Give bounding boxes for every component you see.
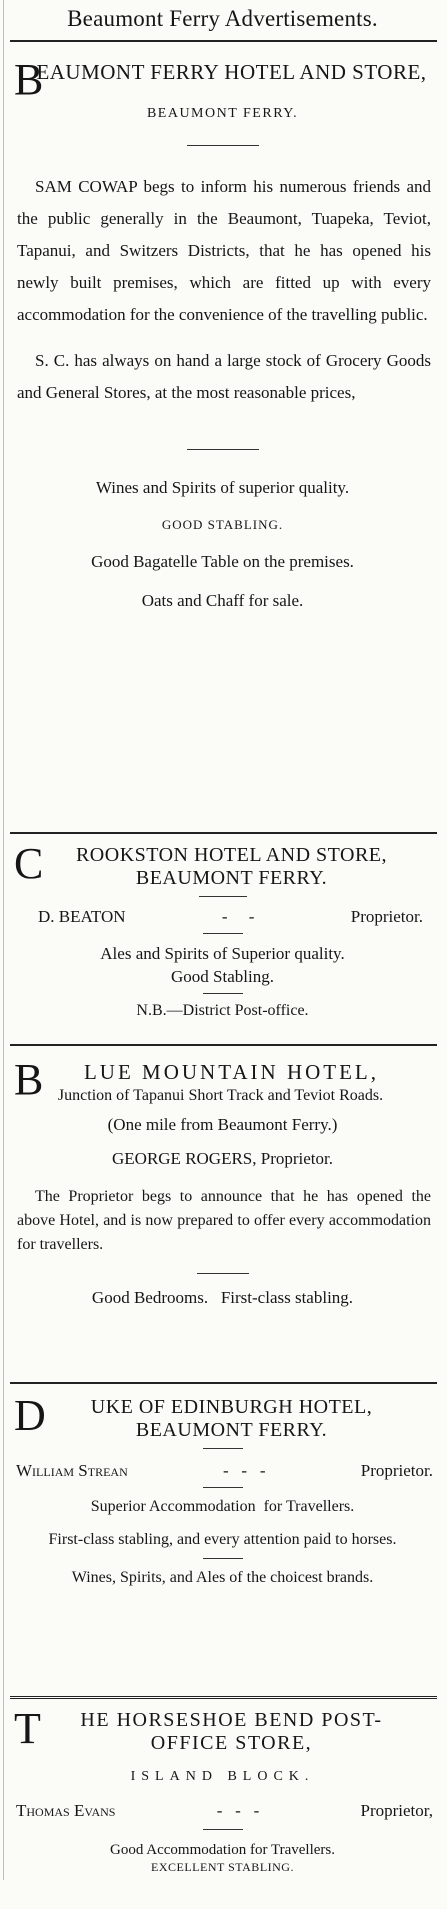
duke-title-line2: BEAUMONT FERRY. (135, 1419, 328, 1441)
horseshoe-proprietor-name: Thomas Evans (16, 1801, 116, 1820)
duke-ad (4, 1391, 441, 1696)
crookston-divider (199, 896, 247, 897)
blue-mountain-title-line1: LUE MOUNTAIN HOTEL, (83, 1060, 380, 1084)
horseshoe-title (4, 1704, 441, 1755)
beaumont-ferry-ad (4, 55, 441, 810)
crookston-proprietor-name: D. BEATON (38, 907, 126, 926)
horseshoe-proprietor-line (4, 1801, 441, 1821)
crookston-dashes: - - (221, 907, 255, 926)
crookston-divider-2 (203, 933, 243, 934)
crookston-proprietor-label: Proprietor. (350, 907, 423, 926)
beaumont-divider-1 (187, 145, 259, 146)
crookston-proprietor-line (4, 907, 441, 927)
crookston-dropcap: C (14, 839, 44, 888)
crookston-ales: Ales and Spirits of Superior quality. (100, 944, 345, 963)
horseshoe-location: ISLAND BLOCK. (130, 1769, 315, 1784)
duke-horses: First-class stabling, and every attention paid to horses. (48, 1531, 397, 1548)
blue-mountain-bedrooms: Good Bedrooms. First-class stabling. (91, 1288, 354, 1307)
newspaper-column (3, 0, 441, 1880)
duke-proprietor-name: William Strean (16, 1461, 128, 1480)
blue-mountain-distance: (One mile from Beaumont Ferry.) (107, 1115, 338, 1134)
beaumont-oats: Oats and Chaff for sale. (141, 591, 304, 610)
column-header: Beaumont Ferry Advertisements. (67, 6, 378, 31)
horseshoe-title-line1: HE HORSESHOE BEND POST- (80, 1709, 383, 1731)
blue-mountain-dropcap: B (14, 1055, 47, 1104)
blue-mountain-proprietor: GEORGE ROGERS, Proprietor. (112, 1149, 333, 1168)
crookston-divider-3 (203, 993, 243, 994)
crookston-title (4, 839, 441, 890)
rule-4 (10, 1696, 437, 1699)
horseshoe-ad (4, 1704, 441, 1909)
blue-mountain-divider (197, 1273, 249, 1274)
duke-divider (203, 1448, 243, 1449)
beaumont-stabling: GOOD STABLING. (161, 517, 284, 532)
duke-wines: Wines, Spirits, and Ales of the choicest brands. (71, 1569, 374, 1586)
horseshoe-title-line2: OFFICE STORE, (150, 1732, 313, 1754)
horseshoe-accommodation: Good Accommodation for Travellers. (110, 1842, 335, 1858)
crookston-ad (4, 839, 441, 1044)
duke-proprietor-label: Proprietor. (360, 1461, 433, 1480)
horseshoe-divider (203, 1829, 243, 1830)
beaumont-title (4, 55, 441, 104)
beaumont-divider-2 (187, 449, 259, 450)
crookston-stabling: Good Stabling. (171, 967, 274, 986)
duke-divider-3 (203, 1558, 243, 1559)
beaumont-wines: Wines and Spirits of superior quality. (95, 478, 350, 497)
duke-proprietor-line (4, 1461, 441, 1481)
rule-3 (10, 1382, 437, 1384)
horseshoe-stabling: EXCELLENT STABLING. (151, 1860, 294, 1874)
beaumont-bagatelle: Good Bagatelle Table on the premises. (91, 552, 354, 571)
crookston-title-line1: ROOKSTON HOTEL AND STORE, (75, 844, 388, 866)
duke-dashes: - - - (223, 1461, 266, 1480)
blue-mountain-paragraph: The Proprietor begs to announce that he has opened the above Hotel, and is now prepared to offer every accommodation for travellers. (17, 1188, 431, 1253)
blue-mountain-junction: Junction of Tapanui Short Track and Teviot Roads. (57, 1087, 384, 1104)
horseshoe-dropcap: T (14, 1704, 43, 1753)
duke-superior: Superior Accommodation for Travellers. (90, 1498, 355, 1515)
beaumont-paragraph-2: S. C. has always on hand a large stock of Grocery Goods and General Stores, at the most reasonable prices, (17, 351, 431, 402)
rule-1 (10, 832, 437, 834)
duke-title-line1: UKE OF EDINBURGH HOTEL, (90, 1396, 373, 1418)
duke-divider-2 (203, 1487, 243, 1488)
beaumont-dropcap: B (14, 55, 44, 104)
blue-mountain-ad (4, 1055, 441, 1382)
rule-2 (10, 1044, 437, 1046)
beaumont-paragraph-1: SAM COWAP begs to inform his numerous friends and the public generally in the Beaumont, Tuapeka, Teviot, Tapanui, and Switzers Districts, that he has opened his newly built premises, which are fitted up with every accommodation for the convenience of the travelling public. (17, 177, 431, 324)
crookston-nb: N.B.—District Post-office. (136, 1002, 309, 1019)
header-rule (10, 40, 437, 42)
beaumont-location: BEAUMONT FERRY. (146, 106, 299, 121)
beaumont-title-text: EAUMONT FERRY HOTEL AND STORE, (36, 60, 427, 84)
horseshoe-dashes: - - - (216, 1801, 260, 1820)
crookston-title-line2: BEAUMONT FERRY. (135, 867, 328, 889)
horseshoe-proprietor-label: Proprietor, (360, 1801, 433, 1820)
duke-dropcap: D (14, 1391, 47, 1440)
duke-title (4, 1391, 441, 1442)
